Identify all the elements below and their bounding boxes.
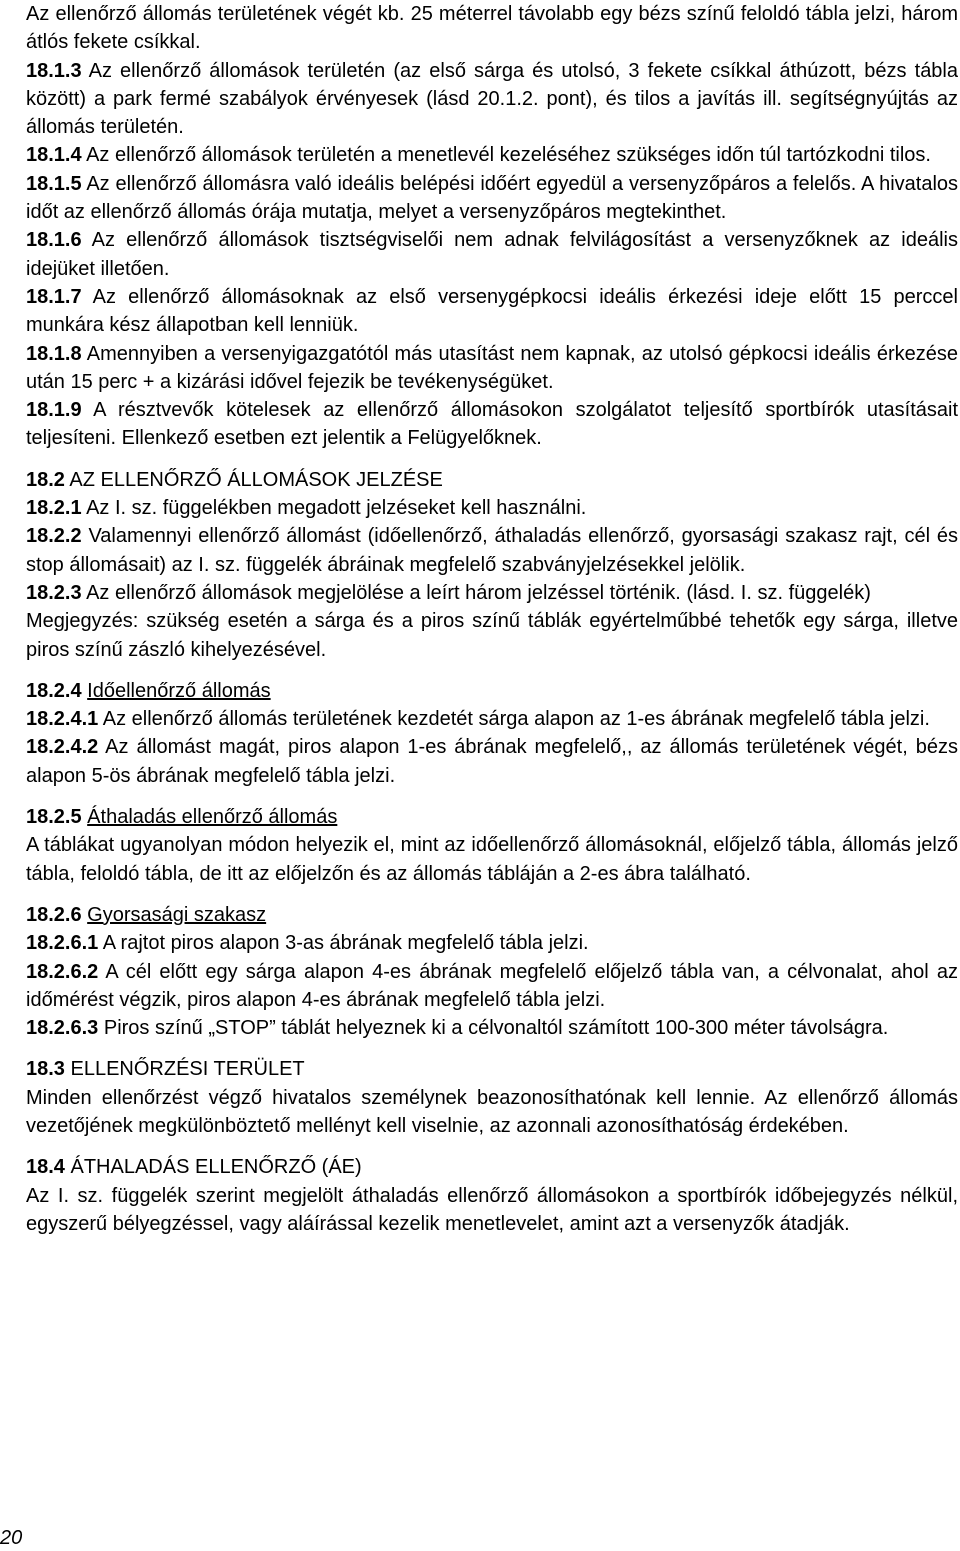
section-title: Gyorsasági szakasz: [87, 903, 267, 926]
paragraph-text: Az I. sz. függelékben megadott jelzéseket kell használni.: [86, 497, 587, 520]
section-heading: [26, 677, 958, 705]
section-spacer: [26, 888, 958, 901]
paragraph: [26, 831, 958, 888]
section-number: 18.2.6.3: [26, 1017, 99, 1040]
paragraph-text: Valamennyi ellenőrző állomást (időellenőrző, áthaladás ellenőrző, gyorsasági szakasz rajt, cél és stop állomásait) az I. sz. függelék ábráinak megfelelő szabványjelzésekkel jelölik.: [26, 525, 958, 576]
paragraph-text: Az állomást magát, piros alapon 1-es ábrának megfelelő,, az állomás területének végét, bézs alapon 5-ös ábrának megfelelő tábla jelzi.: [26, 736, 958, 787]
numbered-paragraph: [26, 579, 958, 607]
section-number: 18.2.4: [26, 679, 82, 702]
paragraph-text: Amennyiben a versenyigazgatótól más utasítást nem kapnak, az utolsó gépkocsi ideális érkezése után 15 perc + a kizárási idővel fejezik be tevékenységüket.: [26, 342, 959, 393]
paragraph-text: Az ellenőrző állomás területének végét kb. 25 méterrel távolabb egy bézs színű feloldó tábla jelzi, három átlós fekete csíkkal.: [26, 3, 958, 54]
paragraph-text: Az ellenőrző állomás területének kezdetét sárga alapon az 1-es ábrának megfelelő tábla jelzi.: [102, 708, 930, 731]
paragraph-text: Az ellenőrző állomások területén a menetlevél kezeléséhez szükséges időn túl tartózkodni tilos.: [86, 144, 931, 167]
section-spacer: [26, 1140, 958, 1153]
numbered-paragraph: [26, 340, 958, 397]
section-number: 18.2.4.1: [26, 708, 99, 731]
paragraph-text: Az ellenőrző állomásoknak az első versenygépkocsi ideális érkezési ideje előtt 15 perccel munkára kész állapotban kell lenniük.: [26, 285, 958, 337]
section-number: 18.2.6: [26, 903, 82, 926]
section-spacer: [26, 453, 958, 466]
section-heading: [26, 803, 958, 831]
section-number: 18.2.6.2: [26, 960, 99, 983]
numbered-paragraph: [26, 705, 958, 733]
section-number: 18.2.2: [26, 525, 82, 548]
numbered-paragraph: [26, 283, 958, 340]
section-number: 18.1.7: [26, 285, 82, 308]
paragraph: [26, 1182, 958, 1239]
paragraph-text: ÁTHALADÁS ELLENŐRZŐ (ÁE): [70, 1156, 362, 1179]
section-number: 18.4: [26, 1156, 65, 1179]
document-body: [26, 0, 958, 1238]
numbered-paragraph: [26, 466, 958, 494]
section-title: Áthaladás ellenőrző állomás: [87, 806, 338, 829]
section-spacer: [26, 790, 958, 803]
numbered-paragraph: [26, 396, 958, 453]
section-number: 18.3: [26, 1058, 65, 1081]
paragraph-text: Az ellenőrző állomások megjelölése a leírt három jelzéssel történik. (lásd. I. sz. függelék): [86, 581, 871, 604]
section-number: 18.1.6: [26, 229, 82, 252]
paragraph: [26, 0, 958, 57]
section-number: 18.2.1: [26, 497, 82, 520]
paragraph-text: Az ellenőrző állomásra való ideális belépési időért egyedül a versenyzőpáros a felelős. A hivatalos időt az ellenőrző állomás órája mutatja, melyet a versenyzőpáros megtekinthet.: [26, 172, 959, 224]
section-number: 18.2.5: [26, 806, 82, 829]
paragraph-text: Az ellenőrző állomások tisztségviselői nem adnak felvilágosítást a versenyzőknek az ideális idejüket illetően.: [26, 229, 958, 280]
numbered-paragraph: [26, 57, 958, 142]
paragraph: [26, 607, 958, 664]
numbered-paragraph: [26, 1153, 958, 1181]
section-heading: [26, 901, 958, 929]
section-number: 18.2.6.1: [26, 932, 99, 955]
section-number: 18.1.5: [26, 172, 82, 195]
section-title: Időellenőrző állomás: [87, 679, 271, 702]
paragraph-text: Az I. sz. függelék szerint megjelölt áthaladás ellenőrző állomásokon a sportbírók időbejegyzés nélkül, egyszerű bélyegzéssel, vagy aláírással kezelik menetlevelet, amint azt a versenyzők átadják.: [26, 1184, 958, 1235]
section-number: 18.1.9: [26, 399, 82, 422]
section-number: 18.1.8: [26, 342, 82, 365]
numbered-paragraph: [26, 958, 958, 1015]
section-number: 18.1.4: [26, 144, 82, 167]
numbered-paragraph: [26, 1055, 958, 1083]
numbered-paragraph: [26, 141, 958, 169]
paragraph-text: Piros színű „STOP” táblát helyeznek ki a célvonaltól számított 100-300 méter távolságra.: [103, 1017, 889, 1040]
paragraph-text: A rajtot piros alapon 3-as ábrának megfelelő tábla jelzi.: [102, 932, 589, 955]
numbered-paragraph: [26, 170, 958, 227]
section-spacer: [26, 1042, 958, 1055]
page-number: 20: [0, 1527, 23, 1549]
section-number: 18.1.3: [26, 59, 82, 82]
section-number: 18.2: [26, 468, 65, 491]
numbered-paragraph: [26, 226, 958, 283]
section-spacer: [26, 664, 958, 677]
numbered-paragraph: [26, 929, 958, 957]
section-number: 18.2.4.2: [26, 736, 99, 759]
paragraph-text: Minden ellenőrzést végző hivatalos személynek beazonosíthatónak kell lennie. Az ellenőrző állomás vezetőjének megkülönböztető mellényt kell viselnie, az azonnali azonosíthatóság érdekében.: [26, 1086, 958, 1137]
numbered-paragraph: [26, 494, 958, 522]
numbered-paragraph: [26, 733, 958, 790]
numbered-paragraph: [26, 1014, 958, 1042]
paragraph-text: Megjegyzés: szükség esetén a sárga és a piros színű táblák egyértelműbbé tehetők egy sárga, illetve piros színű zászló kihelyezésével.: [26, 610, 958, 661]
paragraph-text: Az ellenőrző állomások területén (az első sárga és utolsó, 3 fekete csíkkal áthúzott, bézs tábla között) a park fermé szabályok érvényesek (lásd 20.1.2. pont), és tilos a javítás ill. segítségnyújtás az állomás területén.: [26, 59, 959, 139]
paragraph-text: A résztvevők kötelesek az ellenőrző állomásokon szolgálatot teljesítő sportbírók utasításait teljesíteni. Ellenkező esetben ezt jelentik a Felügyelőknek.: [26, 399, 958, 450]
numbered-paragraph: [26, 522, 958, 579]
paragraph-text: A cél előtt egy sárga alapon 4-es ábrának megfelelő előjelző tábla van, a célvonalat, ahol az időmérést végzik, piros alapon 4-es ábrának megfelelő tábla jelzi.: [26, 960, 959, 1011]
paragraph: [26, 1084, 958, 1141]
section-number: 18.2.3: [26, 581, 82, 604]
paragraph-text: A táblákat ugyanolyan módon helyezik el, mint az időellenőrző állomásoknál, előjelző tábla, állomás jelző tábla, feloldó tábla, de itt az előjelzőn és az állomás tábláján a 2-es ábra található.: [26, 834, 958, 885]
paragraph-text: AZ ELLENŐRZŐ ÁLLOMÁSOK JELZÉSE: [69, 468, 443, 491]
paragraph-text: ELLENŐRZÉSI TERÜLET: [70, 1058, 305, 1081]
